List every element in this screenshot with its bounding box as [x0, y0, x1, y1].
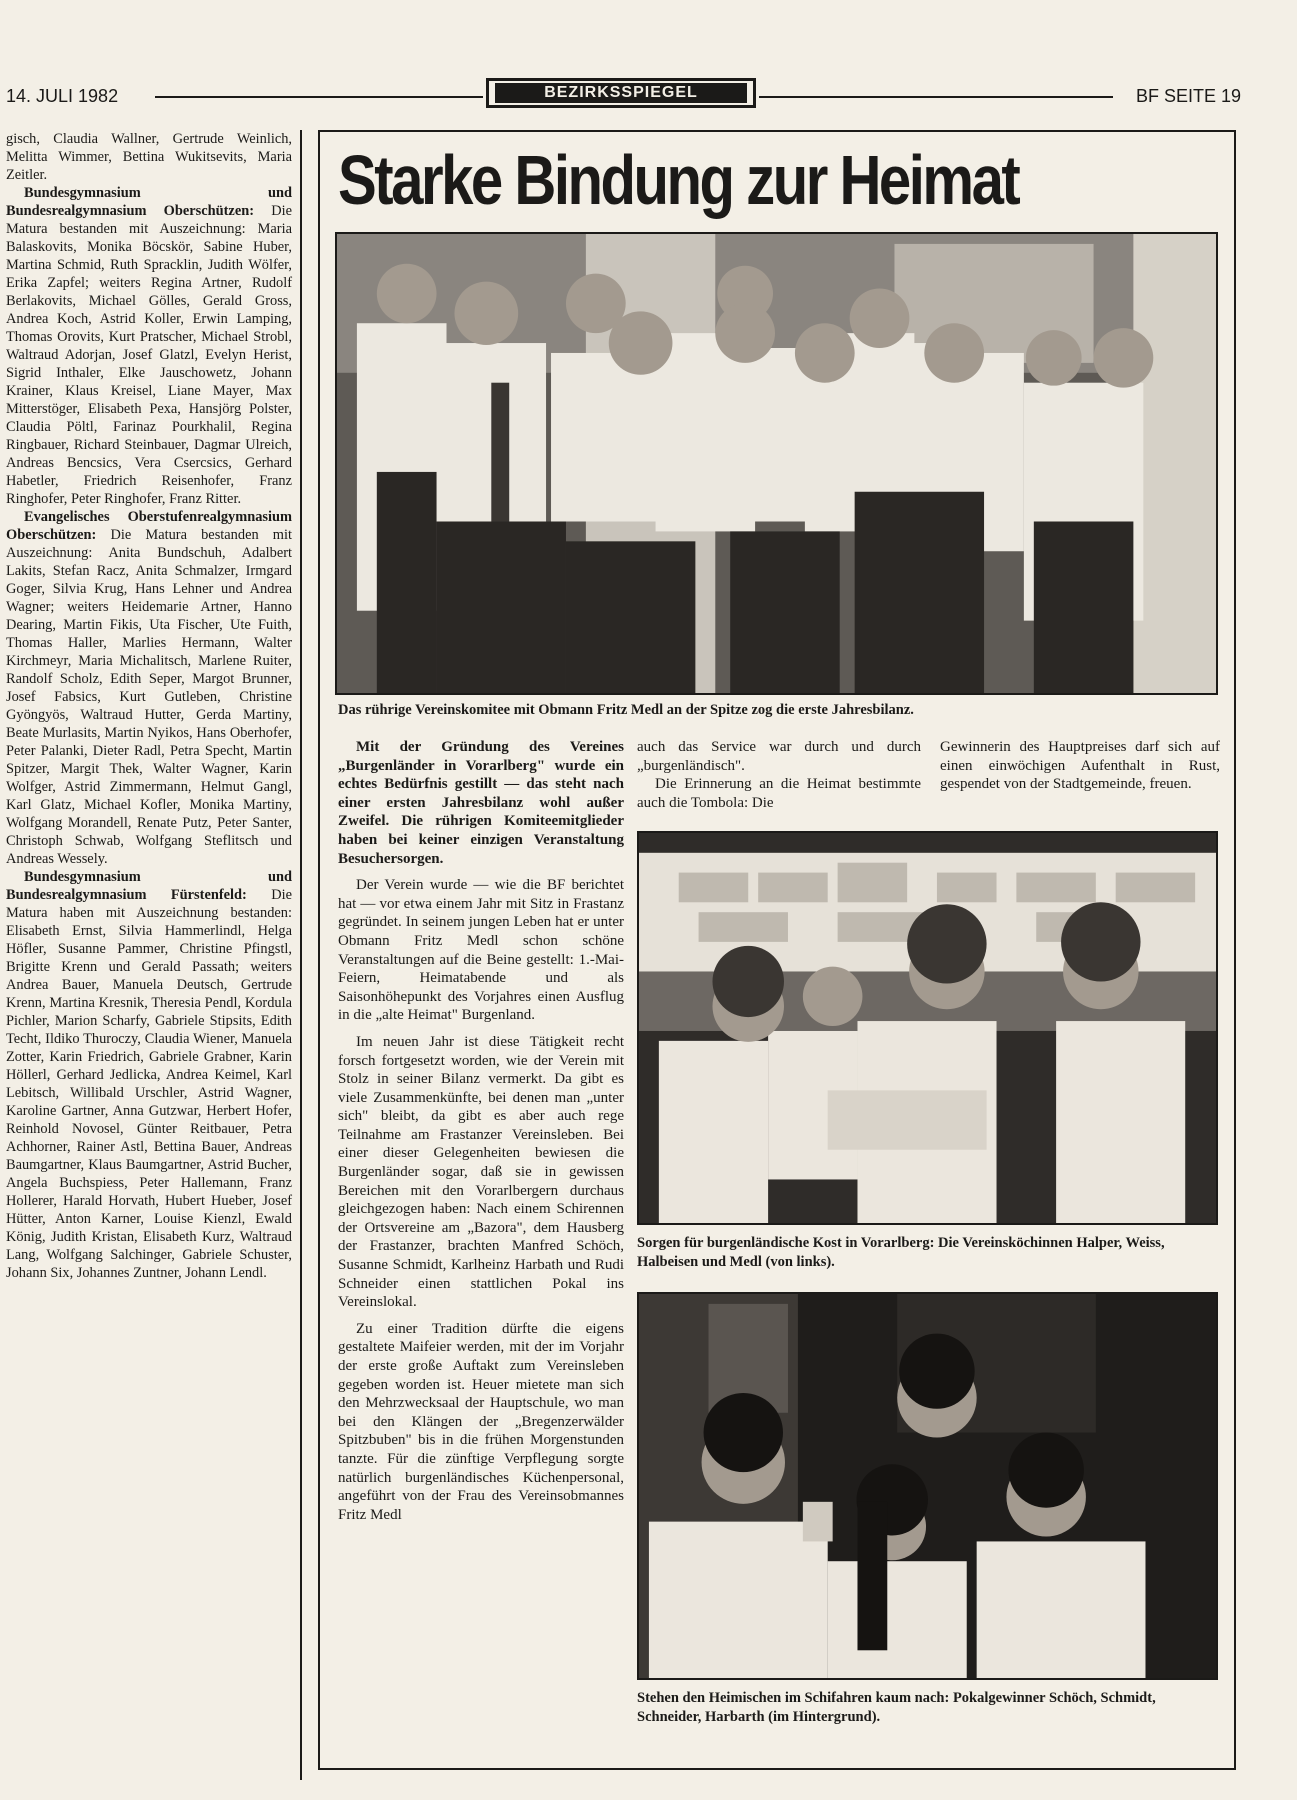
photo-caption-committee: Das rührige Vereinskomitee mit Obmann Fritz Medl an der Spitze zog die erste Jahresbilanz. [338, 702, 914, 718]
school-block-fuerstenfeld [6, 868, 292, 1282]
article-paragraph: Gewinnerin des Hauptpreises darf sich auf einen einwöchigen Aufenthalt in Rust, gespendet von der Stadtgemeinde, freuen. [940, 739, 1220, 793]
school-block-evangelisches [6, 508, 292, 868]
page-number: BF SEITE 19 [1135, 86, 1241, 106]
article-column-3 [940, 738, 1220, 794]
issue-date: 14. JULI 1982 [6, 86, 119, 106]
article-paragraph: Der Verein wurde — wie die BF berichtet hat — vor etwa einem Jahr mit Sitz in Frastanz gegründet. In seinem jungen Leben hat er unter Obmann Fritz Medl schon schöne Veranstaltungen auf die Beine gestellt: 1.-Mai-Feiern, Heimatabende und als Saisonhöhepunkt des Vorjahres einen Ausflug in die „alte Heimat" Burgenland. [338, 877, 624, 1024]
article-paragraph: Die Erinnerung an die Heimat bestimmte auch die Tombola: Die [637, 776, 921, 811]
header-rule-right [759, 96, 1113, 98]
graduate-list: Die Matura haben mit Auszeichnung bestanden: Elisabeth Ernst, Silvia Hammerlindl, Helga Höfler, Susanne Pammer, Christine Pfingstl, Brigitte Krenn und Gerald Passath; weiters Andrea Bauer, Manuela Deutsch, Gertrude Krenn, Martina Kresnik, Theresia Pendl, Kordula Pichler, Marion Scharfy, Gabriele Stipsits, Edith Techt, Ildiko Thuroczy, Claudia Wiener, Manuela Zotter, Karin Friedrich, Gabriele Grabner, Karin Höllerl, Gerhard Jedlicka, Andrea Keimel, Karl Lebitsch, Willibald Urschler, Astrid Wagner, Karoline Gartner, Anna Gutzwar, Herbert Hofer, Reinhold Novosel, Günter Reitbauer, Petra Achhorner, Rainer Astl, Bettina Bauer, Andreas Baumgartner, Klaus Baumgartner, Astrid Bucher, Angela Buchspiess, Peter Hallemann, Franz Hollerer, Harald Horvath, Hubert Hueber, Josef Hütter, Anton Karner, Louise Kienzl, Ewald König, Judith Kristan, Elisabeth Kurz, Waltraud Lang, Wolfgang Salchinger, Gabriele Schuster, Johann Six, Johannes Zuntner, Johann Lendl. [6, 887, 292, 1281]
graduates-column [0, 130, 302, 1780]
article-column-1 [338, 738, 624, 1524]
ski-winners-photo [637, 1292, 1218, 1680]
article-headline: Starke Bindung zur Heimat [338, 141, 1019, 219]
graduate-list: Die Matura bestanden mit Auszeichnung: Anita Bundschuh, Adalbert Lakits, Stefan Racz, Anita Schmalzer, Irmgard Goger, Silvia Krug, Hans Lehner und Andrea Wagner; weiters Heidemarie Artner, Hanno Dearing, Martin Fikis, Uta Fischer, Ute Fuith, Thomas Haller, Marlies Hermann, Walter Kirchmeyr, Maria Michalitsch, Marlene Ruiter, Randolf Scholz, Edith Seper, Margot Brunner, Josef Fabsics, Kurt Gutleben, Christine Gyöngyös, Waltraud Hutter, Gerda Martiny, Beate Murlasits, Martin Nyikos, Hans Oberhofer, Peter Palanki, Dieter Radl, Petra Specht, Martin Spitzer, Margit Thek, Walter Wagner, Karin Wolfger, Astrid Zimmermann, Helmut Gangl, Karl Glatz, Michael Kofler, Monika Martiny, Wolfgang Morandell, Renate Putz, Peter Santer, Christoph Schwab, Wolfgang Steflitsch und Andreas Wessely. [6, 527, 292, 867]
photo-caption-cooks: Sorgen für burgenländische Kost in Vorarlberg: Die Vereinsköchinnen Halper, Weiss, Halbeisen und Medl (von links). [637, 1235, 1165, 1270]
graduates-continued: gisch, Claudia Wallner, Gertrude Weinlich, Melitta Wimmer, Bettina Wukitsevits, Maria Zeitler. [6, 131, 292, 183]
section-title: BEZIRKSSPIEGEL [495, 83, 747, 103]
school-block-oberschuetzen [6, 184, 292, 508]
school-name: Bundesgymnasium und Bundesrealgymnasium Fürstenfeld: [6, 869, 292, 903]
article-paragraph: auch das Service war durch und durch „burgenländisch". [637, 739, 921, 774]
section-banner [486, 78, 756, 108]
school-name: Evangelisches Oberstufenrealgymnasium Oberschützen: [6, 509, 292, 543]
committee-group-photo [335, 232, 1218, 695]
article-paragraph: Im neuen Jahr ist diese Tätigkeit recht forsch fortgesetzt worden, wie der Verein mit Stolz in seiner Bilanz vermerkt. Da gibt es viele Zusammenkünfte, bei denen man „unter sich" bleibt, da gibt es aber auch rege Teilnahme am Frastanzer Vereinsleben. Bei einer dieser Gelegenheiten bewiesen die Burgenländer sogar, daß sie in gewissen Bereichen mit den Vorarlbergern durchaus gleichgezogen haben: Nach einem Schirennen der Ortsvereine am „Bazora", dem Hausberg der Frastanzer, brachten Manfred Schöch, Susanne Schmidt, Karlheinz Harbath und Rudi Schneider einen stattlichen Pokal ins Vereinslokal. [338, 1033, 624, 1311]
graduate-list: Die Matura bestanden mit Auszeichnung: Maria Balaskovits, Monika Böcskör, Sabine Huber, Martina Schmid, Ruth Spracklin, Judith Wölfer, Erika Zapfel; weiters Regina Artner, Rudolf Berlakovits, Michael Gölles, Gerald Gross, Andrea Koch, Astrid Koller, Erwin Lamping, Thomas Orovits, Kurt Pratscher, Michael Strobl, Waltraud Adorjan, Josef Glatzl, Evelyn Herist, Sigrid Inthaler, Elke Jauschowetz, Johann Krainer, Klaus Kreisel, Liane Mayer, Max Mitterstöger, Elisabeth Pexa, Hansjörg Polster, Claudia Pöltl, Farinaz Pourkhalil, Regina Ringbauer, Richard Steinbauer, Dagmar Ulreich, Andreas Bencsics, Vera Csercsics, Gerhard Habetler, Friedrich Reisenhofer, Franz Ringhofer, Peter Ringhofer, Franz Ritter. [6, 203, 292, 507]
article-column-2 [637, 738, 921, 812]
school-name: Bundesgymnasium und Bundesrealgymnasium Oberschützen: [6, 185, 292, 219]
cooks-photo [637, 831, 1218, 1225]
article-lead: Mit der Gründung des Vereines „Burgenländer in Vorarlberg" wurde ein echtes Bedürfnis gestillt — das steht nach einer ersten Jahresbilanz wohl außer Zweifel. Die rührigen Komiteemitglieder haben bei keiner einzigen Veranstaltung Besuchersorgen. [338, 739, 624, 867]
header-rule-left [155, 96, 483, 98]
photo-caption-ski: Stehen den Heimischen im Schifahren kaum nach: Pokalgewinner Schöch, Schmidt, Schneider, Harbarth (im Hintergrund). [637, 1690, 1156, 1725]
article-paragraph: Zu einer Tradition dürfte die eigens gestaltete Maifeier werden, mit der im Vorjahr der erste große Auftakt zum Vereinsleben gegeben worden ist. Heuer mietete man sich den Mehrzwecksaal der Hauptschule, wo man bei den Klängen der „Bregenzerwälder Spitzbuben" bis in die frühen Morgenstunden tanzte. Für die zünftige Verpflegung sorgte natürlich burgenländisches Küchenpersonal, angeführt von der Frau des Vereinsobmannes Fritz Medl [338, 1320, 624, 1523]
